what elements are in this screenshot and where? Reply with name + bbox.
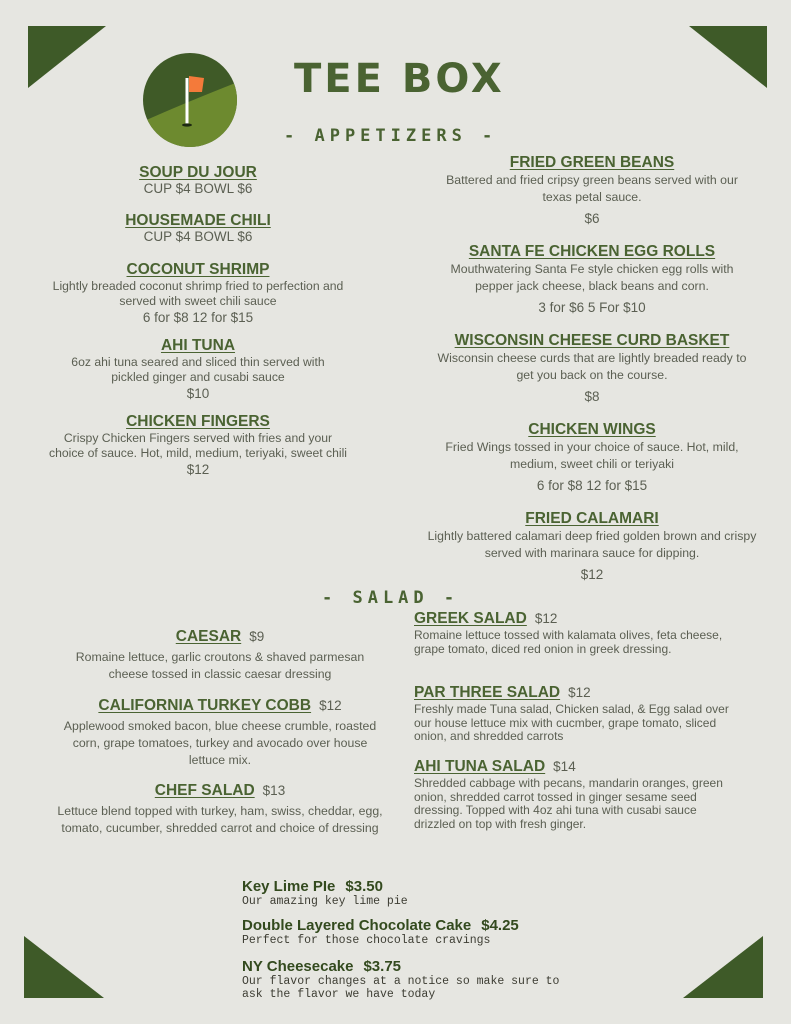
item-price: $12	[568, 685, 591, 700]
item-description: Crispy Chicken Fingers served with fries and your choice of sauce. Hot, mild, medium, teriyaki, sweet chili	[48, 431, 348, 460]
salad-greek	[414, 608, 734, 656]
item-price: 6 for $8 12 for $15	[536, 478, 648, 493]
item-name: WISCONSIN CHEESE CURD BASKET	[454, 332, 730, 349]
item-price: $9	[249, 629, 265, 644]
dessert-description: Our flavor changes at a notice so make sure to ask the flavor we have today	[242, 975, 560, 1001]
dessert-price: $3.50	[345, 878, 383, 895]
item-description: Lettuce blend topped with turkey, ham, swiss, cheddar, egg, tomato, cucumber, shredded carrot and choice of dressing	[57, 804, 383, 835]
dessert-description: Our amazing key lime pie	[242, 895, 408, 908]
dessert-price: $4.25	[481, 917, 519, 934]
corner-bottom-left	[24, 936, 104, 998]
salad-par-three	[414, 682, 734, 744]
salad-caesar	[56, 626, 384, 683]
dessert-key-lime-pie	[242, 876, 562, 908]
item-description: Applewood smoked bacon, blue cheese crumble, roasted corn, grape tomatoes, turkey and avocado over house lettuce mix.	[63, 719, 377, 767]
corner-bottom-right	[683, 936, 763, 998]
item-name: CHICKEN FINGERS	[126, 413, 270, 430]
item-price: $14	[553, 759, 576, 774]
item-price: $8	[584, 389, 600, 404]
item-description: Wisconsin cheese curds that are lightly breaded ready to get you back on the course.	[437, 351, 747, 382]
item-name: AHI TUNA SALAD	[414, 758, 546, 775]
restaurant-title: TEE BOX	[294, 56, 505, 102]
appetizers-heading: - APPETIZERS -	[284, 126, 498, 146]
item-name: CHICKEN WINGS	[528, 421, 656, 438]
menu-item-fried-calamari	[426, 510, 758, 583]
item-name: CAESAR	[175, 628, 242, 645]
item-name: CHEF SALAD	[154, 782, 255, 799]
item-name: CALIFORNIA TURKEY COBB	[98, 697, 312, 714]
item-description: Romaine lettuce tossed with kalamata olives, feta cheese, grape tomato, diced red onion in greek dressing.	[414, 628, 723, 656]
golf-flag-logo-icon	[142, 52, 238, 148]
item-price: $12	[319, 698, 342, 713]
item-price: $10	[186, 386, 210, 401]
dessert-ny-cheesecake	[242, 956, 562, 1001]
item-name: FRIED CALAMARI	[525, 510, 659, 527]
dessert-description: Perfect for those chocolate cravings	[242, 934, 491, 947]
item-price: CUP $4 BOWL $6	[143, 229, 253, 244]
salad-chef	[52, 780, 388, 837]
item-price: CUP $4 BOWL $6	[143, 181, 253, 196]
item-price: 3 for $6 5 For $10	[538, 300, 646, 315]
item-description: Shredded cabbage with pecans, mandarin oranges, green onion, shredded carrot tossed in ginger sesame seed dressing. Topped with 4oz ahi tuna with cusabi sauce drizzled on top with fresh ginger.	[414, 776, 723, 831]
menu-item-fried-green-beans	[430, 154, 754, 227]
item-description: Mouthwatering Santa Fe style chicken egg rolls with pepper jack cheese, black beans and corn.	[450, 262, 734, 293]
menu-item-soup	[120, 164, 276, 197]
dessert-name: Double Layered Chocolate Cake	[242, 917, 472, 934]
item-description: Lightly battered calamari deep fried golden brown and crispy served with marinara sauce for dipping.	[427, 529, 757, 560]
menu-item-chicken-fingers	[46, 413, 350, 478]
item-price: $13	[262, 783, 286, 798]
corner-top-right	[689, 26, 767, 88]
item-price: $12	[186, 462, 210, 477]
dessert-chocolate-cake	[242, 915, 562, 947]
menu-item-chicken-wings	[430, 421, 754, 494]
item-description: Romaine lettuce, garlic croutons & shaved parmesan cheese tossed in classic caesar dressing	[75, 650, 365, 681]
item-description: 6oz ahi tuna seared and sliced thin served with pickled ginger and cusabi sauce	[71, 355, 325, 384]
salad-ahi-tuna	[414, 756, 736, 831]
item-description: Battered and fried cripsy green beans served with our texas petal sauce.	[446, 173, 738, 204]
item-price: $12	[534, 611, 558, 626]
item-name: SOUP DU JOUR	[139, 164, 257, 181]
item-name: GREEK SALAD	[414, 610, 527, 627]
item-name: HOUSEMADE CHILI	[125, 212, 271, 229]
menu-item-ahi-tuna	[62, 337, 334, 402]
item-description: Fried Wings tossed in your choice of sauce. Hot, mild, medium, sweet chili or teriyaki	[445, 440, 739, 471]
dessert-name: NY Cheesecake	[242, 958, 354, 975]
item-name: FRIED GREEN BEANS	[509, 154, 675, 171]
salad-turkey-cobb	[56, 695, 384, 769]
item-description: Lightly breaded coconut shrimp fried to perfection and served with sweet chili sauce	[52, 279, 344, 308]
menu-item-egg-rolls	[430, 243, 754, 316]
menu-item-chili	[110, 212, 286, 245]
item-price: $12	[580, 567, 604, 582]
item-price: 6 for $8 12 for $15	[142, 310, 254, 325]
item-name: SANTA FE CHICKEN EGG ROLLS	[468, 243, 716, 260]
item-name: COCONUT SHRIMP	[126, 261, 270, 278]
menu-item-cheese-curds	[430, 332, 754, 405]
dessert-price: $3.75	[363, 958, 402, 975]
item-name: PAR THREE SALAD	[414, 684, 561, 701]
item-name: AHI TUNA	[160, 337, 236, 354]
salad-heading: - SALAD -	[322, 588, 460, 608]
menu-item-coconut-shrimp	[36, 261, 360, 326]
corner-top-left	[28, 26, 106, 88]
item-description: Freshly made Tuna salad, Chicken salad, & Egg salad over our house lettuce mix with cucmber, grape tomato, sliced onion, and shredded carrots	[414, 702, 729, 743]
dessert-name: Key Lime PIe	[242, 878, 336, 895]
item-price: $6	[584, 211, 600, 226]
